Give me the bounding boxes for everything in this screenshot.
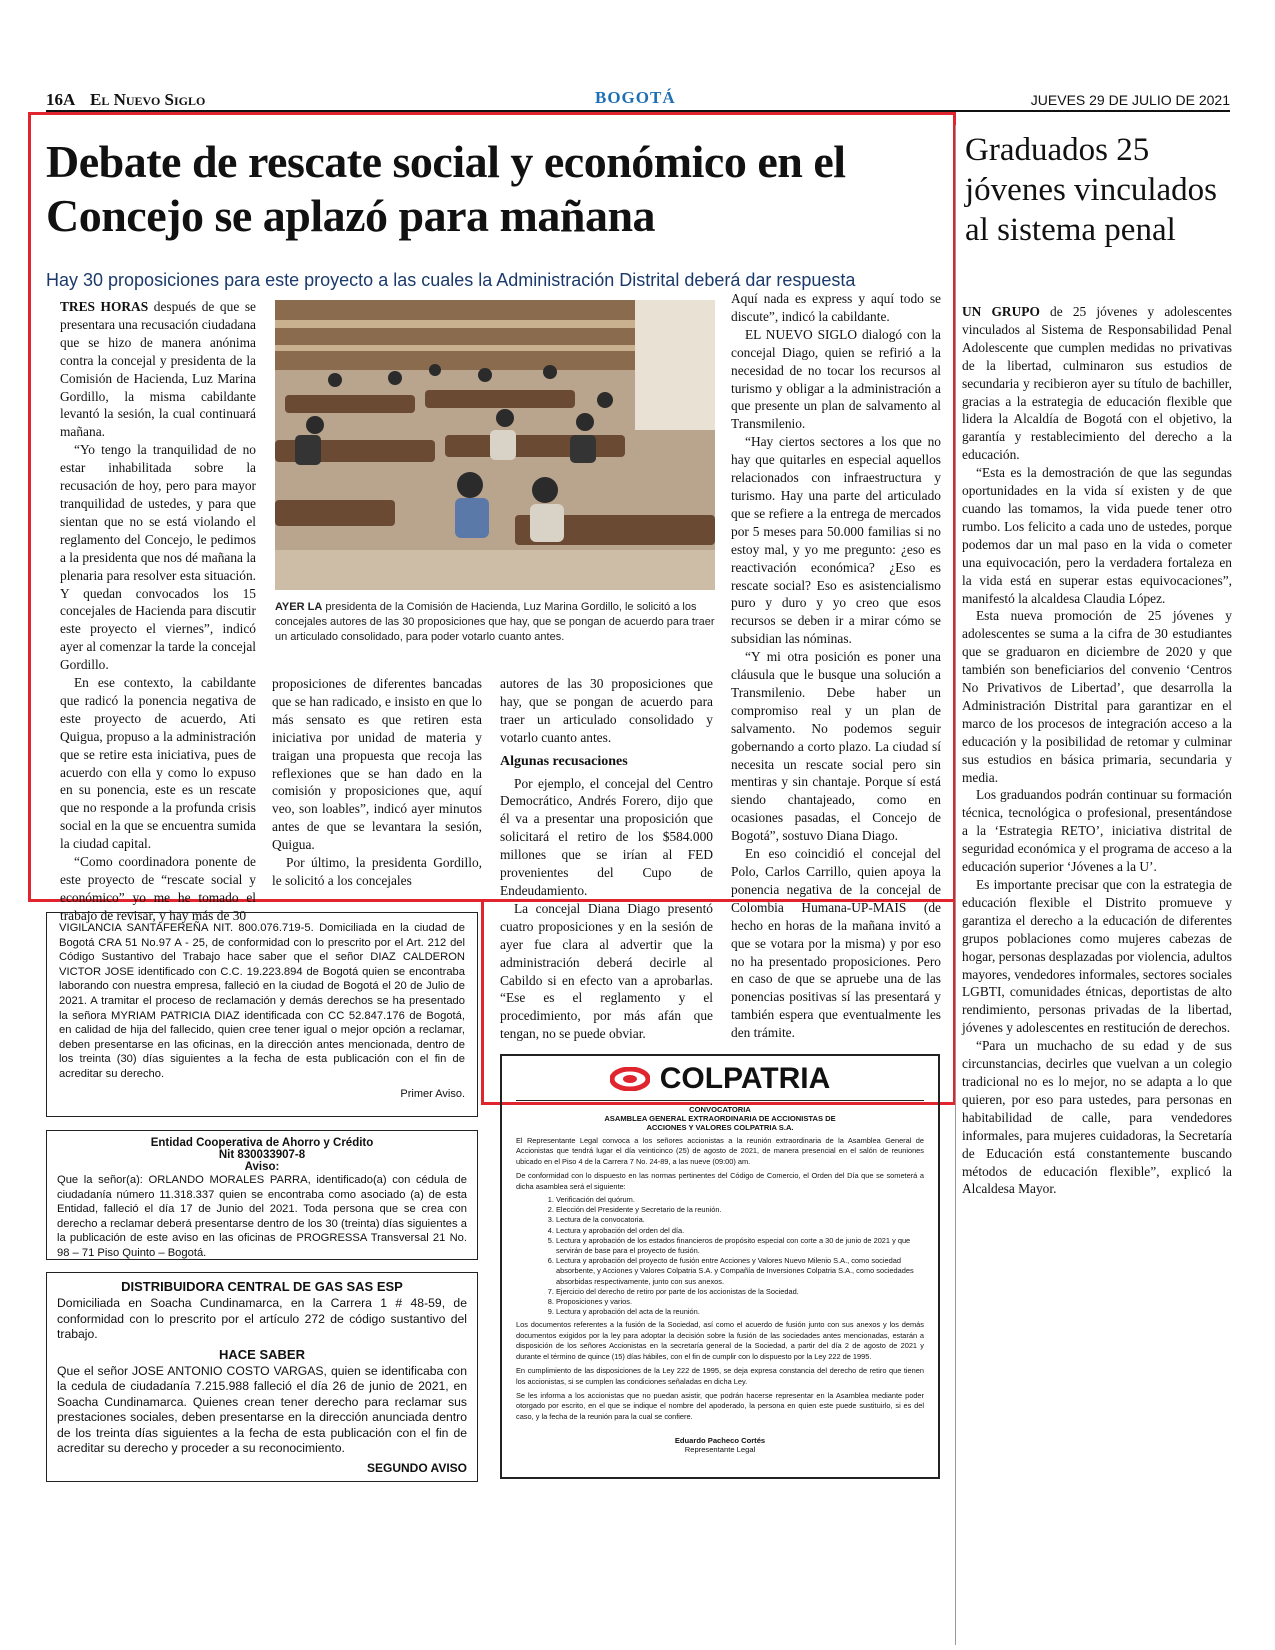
paragraph: de 25 jóvenes y adolescentes vinculados al Sistema de Responsabilidad Penal Adolescente que cumplen medidas no privativas de la libertad, culminaron sus estudios de secundaria y recibieron ayer su título de bachiller, gracias a la estrategia de educación flexible que lidera la Alcaldía de Bogotá con el objetivo, la garantía y restablecimiento del derecho a la educación. xyxy=(962,304,1232,463)
agenda-item: 5. Lectura y aprobación de los estados financieros de propósito especial con corte a 30 de junio de 2021 y que servirán de base para el proyecto de fusión. xyxy=(556,1236,924,1256)
issue-date: JUEVES 29 DE JULIO DE 2021 xyxy=(1030,92,1230,108)
agenda-item: 8. Proposiciones y varios. xyxy=(556,1297,924,1307)
article-column-2 xyxy=(272,675,482,890)
section-subhead: Algunas recusaciones xyxy=(500,753,628,769)
paragraph: Esta nueva promoción de 25 jóvenes y adolescentes se suma a la cifra de 30 estudiantes que se graduaron en diciembre de 2020 y que también son beneficiarios del convenio ‘Centros No Privativos de Libertad’, que desarrolla la Administración Distrital para garantizar en el marco de los procesos de integración acceso a la educación y la posibilidad de retomar y culminar sus estudios en básica primaria, secundaria y media. xyxy=(962,608,1232,785)
colpatria-logo xyxy=(516,1062,924,1096)
notice-title: DISTRIBUIDORA CENTRAL DE GAS SAS ESP xyxy=(121,1279,403,1294)
documents-paragraph: Los documentos referentes a la fusión de la Sociedad, así como el acuerdo de fusión junto con sus anexos y los demás documentos exigidos por la ley para adoptar la decisión sobre la fusión de las sociedades antes mencionadas, estarán a disposición de los señores Accionistas en la secretaría general de la Sociedad, a partir del día 2 de agosto de 2021 y durante el término de quince (15) días hábiles, con el fin de cumplir con lo dispuesto por la Ley 222 de 1995. xyxy=(516,1320,924,1361)
convocation-intro: El Representante Legal convoca a los señores accionistas a la reunión extraordinaria de la Asamblea General de Accionistas que tendrá lugar el día veinticinco (25) de agosto de 2021, de manera presencial en el salón de reuniones ubicado en el Piso 4 de la Carrera 7 No. 24-89, a las nueve (09:00) am. xyxy=(516,1136,924,1166)
colpatria-assembly-notice xyxy=(500,1054,940,1479)
page-number: 16A xyxy=(46,90,76,109)
legal-notice-gas xyxy=(46,1272,478,1482)
agenda-item: 2. Elección del Presidente y Secretario de la reunión. xyxy=(556,1205,924,1215)
agenda-list xyxy=(516,1195,924,1317)
agenda-item: 4. Lectura y aprobación del orden del día. xyxy=(556,1226,924,1236)
paragraph: En eso coincidió el concejal del Polo, Carlos Carrillo, quien apoya la ponencia negativa de la concejal de Colombia Humana-UP-MAIS (de hecho en horas de la mañana invitó a que se votara por la misma) y por eso no ha presentado proposiciones. Pero en caso de que se apruebe una de las ponencias positivas sí las presentará y también espera que eventualmente les den trámite. xyxy=(731,846,941,1041)
agenda-item: 9. Lectura y aprobación del acta de la reunión. xyxy=(556,1307,924,1317)
paragraph: En ese contexto, la cabildante que radicó la ponencia negativa de este proyecto de acuerdo, Ati Quigua, propuso a la administración que se retire esta iniciativa, pues de acuerdo con ella y como lo expuso en su ponencia, este es un rescate que no responde a la profunda crisis social en la que se encuentra sumida la ciudad capital. xyxy=(60,675,256,852)
paragraph: “Para un muchacho de su edad y de sus circunstancias, decirles que vuelvan a un colegio tradicional no es lo mejor, no se adapta a lo que quieren, por eso para ustedes, para personas en habitabilidad de calle, para vendedores informales, para mujeres cuidadoras, la Secretaría de Educación está constantemente buscando métodos de educación flexible”, explicó la Alcaldesa Mayor. xyxy=(962,1038,1232,1197)
notice-footer: Primer Aviso. xyxy=(400,1087,465,1100)
caption-lead: AYER LA xyxy=(275,601,323,613)
column-divider xyxy=(955,125,956,1645)
logo-text: COLPATRIA xyxy=(659,1062,831,1095)
paragraph: La concejal Diana Diago presentó cuatro proposiciones y en la sesión de ayer fue clara al advertir que la administración deberá decirle al Cabildo si en efecto van a aprobarlas. “Ese es el reglamento y el procedimiento, por más afán que tengan, no se puede obviar. xyxy=(500,900,713,1042)
section-title: BOGOTÁ xyxy=(595,88,676,107)
caption-text: presidenta de la Comisión de Hacienda, Luz Marina Gordillo, le solicitó a los concejales autores de las 30 proposiciones que hay, que se pongan de acuerdo para traer un articulado consolidado, para poder votarlo cuanto antes. xyxy=(275,601,715,643)
article-column-1 xyxy=(60,298,256,925)
paragraph: Es importante precisar que con la estrategia de educación flexible el Distrito promueve y garantiza el derecho a la educación de diferentes grupos poblaciones como mujeres cabezas de hogar, personas desplazadas por violencia, adultos mayores, vendedores informales, sectores sociales LGBTI, comunidades étnicas, deportistas de alto rendimiento, personas privadas de la libertad, jóvenes y adolescentes en restitución de derechos. xyxy=(962,877,1232,1036)
legal-notice-progressa xyxy=(46,1130,478,1260)
side-story-headline: Graduados 25 jóvenes vinculados al sistema penal xyxy=(965,132,1218,248)
notice-nit: Nit 830033907-8 xyxy=(218,1149,306,1161)
article-column-3 xyxy=(500,675,713,1043)
agenda-item: 1. Verificación del quórum. xyxy=(556,1195,924,1205)
paragraph: Los graduandos podrán continuar su formación técnica, tecnológica o profesional, presentándose a la ‘Estrategia RETO’, iniciativa distrital de seguridad económica y el programa de acceso a la educación superior ‘Jóvenes a la U’. xyxy=(962,787,1232,875)
paragraph: proposiciones de diferentes bancadas que se han radicado, e insisto en que lo más sensato es que retiren esta iniciativa por unidad de materia y traigan una propuesta que recoja las reflexiones que se han dado en la comisión y proposiciones que, aquí veo, son loables”, indicó ayer minutos antes de que se levantara la sesión, Quigua. xyxy=(272,676,482,853)
paragraph: “Y mi otra posición es poner una cláusula que le busque una solución a Transmilenio. Debe haber un compromiso real y un plan de salvamento. No podemos seguir gobernando a corto plazo. La ciudad sí necesita un rescate social pero sin mentiras y sin chantaje. Porque sí está siendo chantajeado, como en ocasiones pasadas, el Concejo de Bogotá”, sostuvo Diana Diago. xyxy=(731,649,941,844)
paragraph: “Hay ciertos sectores a los que no hay que quitarles en especial aquellos relacionados con infraestructura y turismo. Hay una parte del articulado que se refiere a la entrega de mercados por 5 meses para 50.000 familias si no estoy mal, y yo me pregunto: ¿eso es reactivación económica? ¿Eso es rescate social? Eso es asistencialismo puro y duro y yo creo que esos recursos se deben ir a mirar cómo se subsidian las nóminas. xyxy=(731,434,941,647)
colpatria-swirl-icon xyxy=(610,1067,650,1091)
side-story-body xyxy=(962,303,1232,1198)
lead-in: UN GRUPO xyxy=(962,304,1040,319)
notice-text: VIGILANCIA SANTAFEREÑA NIT. 800.076.719-5. Domiciliada en la ciudad de Bogotá CRA 51 No.97 A - 25, de conformidad con lo prescrito por el Art. 212 del Código Sustantivo del Trabajo hace saber que el señor DIAZ CALDERON VICTOR JOSE identificado con C.C. 19.223.894 de Bogotá quien se encontraba laborando con nuestra empresa, falleció en la ciudad de Bogotá el 20 de Julio de 2021. A tramitar el proceso de reclamación y demás derechos se ha presentado la señora MYRIAM PATRICIA DIAZ identificada con CC 52.847.176 de Bogotá, en calidad de hija del fallecido, quien cree tener igual o mejor opción a reclamar, deben presentarse en las oficinas, en la dirección antes mencionada, dentro de los treinta (30) días siguientes a la fecha de esta publicación con el fin de acreditar su derecho. xyxy=(59,922,465,1080)
agenda-item: 6. Lectura y aprobación del proyecto de fusión entre Acciones y Valores Nuevo Milenio S.A., como sociedad absorbente, y Acciones y Valores Colpatria S.A. y Compañía de Inversiones Colpatria S.A., como sociedades absorbidas respectivamente, junto con sus anexos. xyxy=(556,1256,924,1287)
paragraph: Aquí nada es express y aquí todo se discute”, indicó la cabildante. xyxy=(731,291,941,324)
article-column-4 xyxy=(731,290,941,1042)
notice-footer: SEGUNDO AVISO xyxy=(366,1460,467,1475)
paragraph: después de que se presentara una recusación ciudadana que se hizo de manera anónima contra la concejal y presidenta de la Comisión de Hacienda, Luz Marina Gordillo, la misma cabildante levantó la sesión, la cual continuará mañana. xyxy=(60,299,256,440)
notice-text: Domiciliada en Soacha Cundinamarca, en la Carrera 1 # 48-59, de conformidad con lo prescrito por el artículo 272 de código sustantivo del trabajo. xyxy=(57,1296,467,1341)
paragraph: “Como coordinadora ponente de este proyecto de “rescate social y económico” yo me he tomado el trabajo de revisar, y hay más de 30 xyxy=(60,854,256,923)
paragraph: Por último, la presidenta Gordillo, le solicitó a los concejales xyxy=(272,855,482,888)
subheadline: Hay 30 proposiciones para este proyecto a las cuales la Administración Distrital deberá dar respuesta xyxy=(46,270,856,290)
notice-text: Que la señor(a): ORLANDO MORALES PARRA, identificado(a) con cédula de ciudadanía número 11.318.337 quien se encontraba como asociado (a) de esta Entidad, falleció el día 17 de Junio del 2021. Toda persona que se crea con derecho a reclamar deberá presentarse dentro de los 30 (treinta) días siguientes a la publicación de este aviso en las oficinas de PROGRESSA Transversal 21 No. 98 – 71 Piso Quinto – Bogotá. xyxy=(57,1174,467,1259)
headline: Debate de rescate social y económico en el Concejo se aplazó para mañana xyxy=(46,136,846,241)
signer-name: Eduardo Pacheco Cortés xyxy=(674,1436,766,1446)
legal-notice-vigilancia xyxy=(46,912,478,1117)
agenda-item: 7. Ejercicio del derecho de retiro por parte de los accionistas de la Sociedad. xyxy=(556,1287,924,1297)
lead-in: TRES HORAS xyxy=(60,299,149,314)
signer-role: Representante Legal xyxy=(684,1445,756,1455)
assembly-title: ASAMBLEA GENERAL EXTRAORDINARIA DE ACCIONISTAS DE xyxy=(604,1114,836,1123)
company-name: ACCIONES Y VALORES COLPATRIA S.A. xyxy=(646,1123,794,1132)
notice-text: Que el señor JOSE ANTONIO COSTO VARGAS, quien se identificaba con la cedula de ciudadanía 7.215.988 falleció el día 26 de junio de 2021, en Soacha Cundinamarca. Quienes crean tener derecho para reclamar sus prestaciones sociales, deben presentarse en la dirección anunciada dentro de los treinta días siguientes a la fecha de esta publicación con el fin de acreditar su derecho y proceder a su reconocimiento. xyxy=(57,1363,467,1455)
paragraph: autores de las 30 proposiciones que hay, que se pongan de acuerdo para traer un articulado consolidado y votarlo cuanto antes. xyxy=(500,676,713,745)
notice-label: Aviso: xyxy=(244,1161,280,1173)
paragraph: EL NUEVO SIGLO dialogó con la concejal Diago, quien se refirió a la necesidad de no tocar los recursos al turismo y obligar a la administración a que presente un plan de salvamento al Transmilenio. xyxy=(731,326,941,432)
paragraph: “Yo tengo la tranquilidad de no estar inhabilitada sobre la recusación de hoy, pero para mayor tranquilidad de ustedes, y para que sientan que no se está violando el reglamento del Concejo, le pedimos a la presidenta que nos dé mañana la plenaria para resolver esta situación. Y quedan convocados los 15 concejales de Hacienda para discutir este proyecto el viernes”, indicó ayer al comenzar la tarde la concejal Gordillo. xyxy=(60,442,256,673)
paragraph: Por ejemplo, el concejal del Centro Democrático, Andrés Forero, dijo que él va a presentar una proposición que solicitará el retiro de los $584.000 millones que se irían al FED provenientes del Cupo de Endeudamiento. xyxy=(500,775,713,898)
notice-title: Entidad Cooperativa de Ahorro y Crédito xyxy=(150,1137,374,1149)
agenda-item: 3. Lectura de la convocatoria. xyxy=(556,1215,924,1225)
representation-paragraph: Se les informa a los accionistas que no puedan asistir, que podrán hacerse representar en la Asamblea mediante poder otorgado por escrito, en el que se indique el nombre del apoderado, la persona en quien este puede sustituirlo, si es del caso, y la fecha de la reunión para la cual se confiere. xyxy=(516,1390,924,1421)
newspaper-name: El Nuevo Siglo xyxy=(90,90,206,109)
law-paragraph: En cumplimiento de las disposiciones de la Ley 222 de 1995, se deja expresa constancia del derecho de retiro que tienen los accionistas, si se cumplen las condiciones señaladas en dicha Ley. xyxy=(516,1366,924,1386)
notice-subtitle: HACE SABER xyxy=(219,1346,305,1362)
convocatoria-label: CONVOCATORIA xyxy=(689,1105,751,1114)
paragraph: “Esta es la demostración de que las segundas oportunidades en la vida sí existen y de que cuando las tomamos, la vida puede tener otro rumbo. Los felicito a cada uno de ustedes, porque podemos dar un mal paso en la vida o cometer una equivocación, pero la verdadera fortaleza en la vida está en superar estas equivocaciones”, manifestó la alcaldesa Claudia López. xyxy=(962,465,1232,606)
agenda-intro: De conformidad con lo dispuesto en las normas pertinentes del Código de Comercio, el Orden del Día que se someterá a dicha asamblea será el siguiente: xyxy=(516,1171,924,1191)
council-session-photo xyxy=(275,300,715,590)
photo-caption xyxy=(275,600,715,645)
